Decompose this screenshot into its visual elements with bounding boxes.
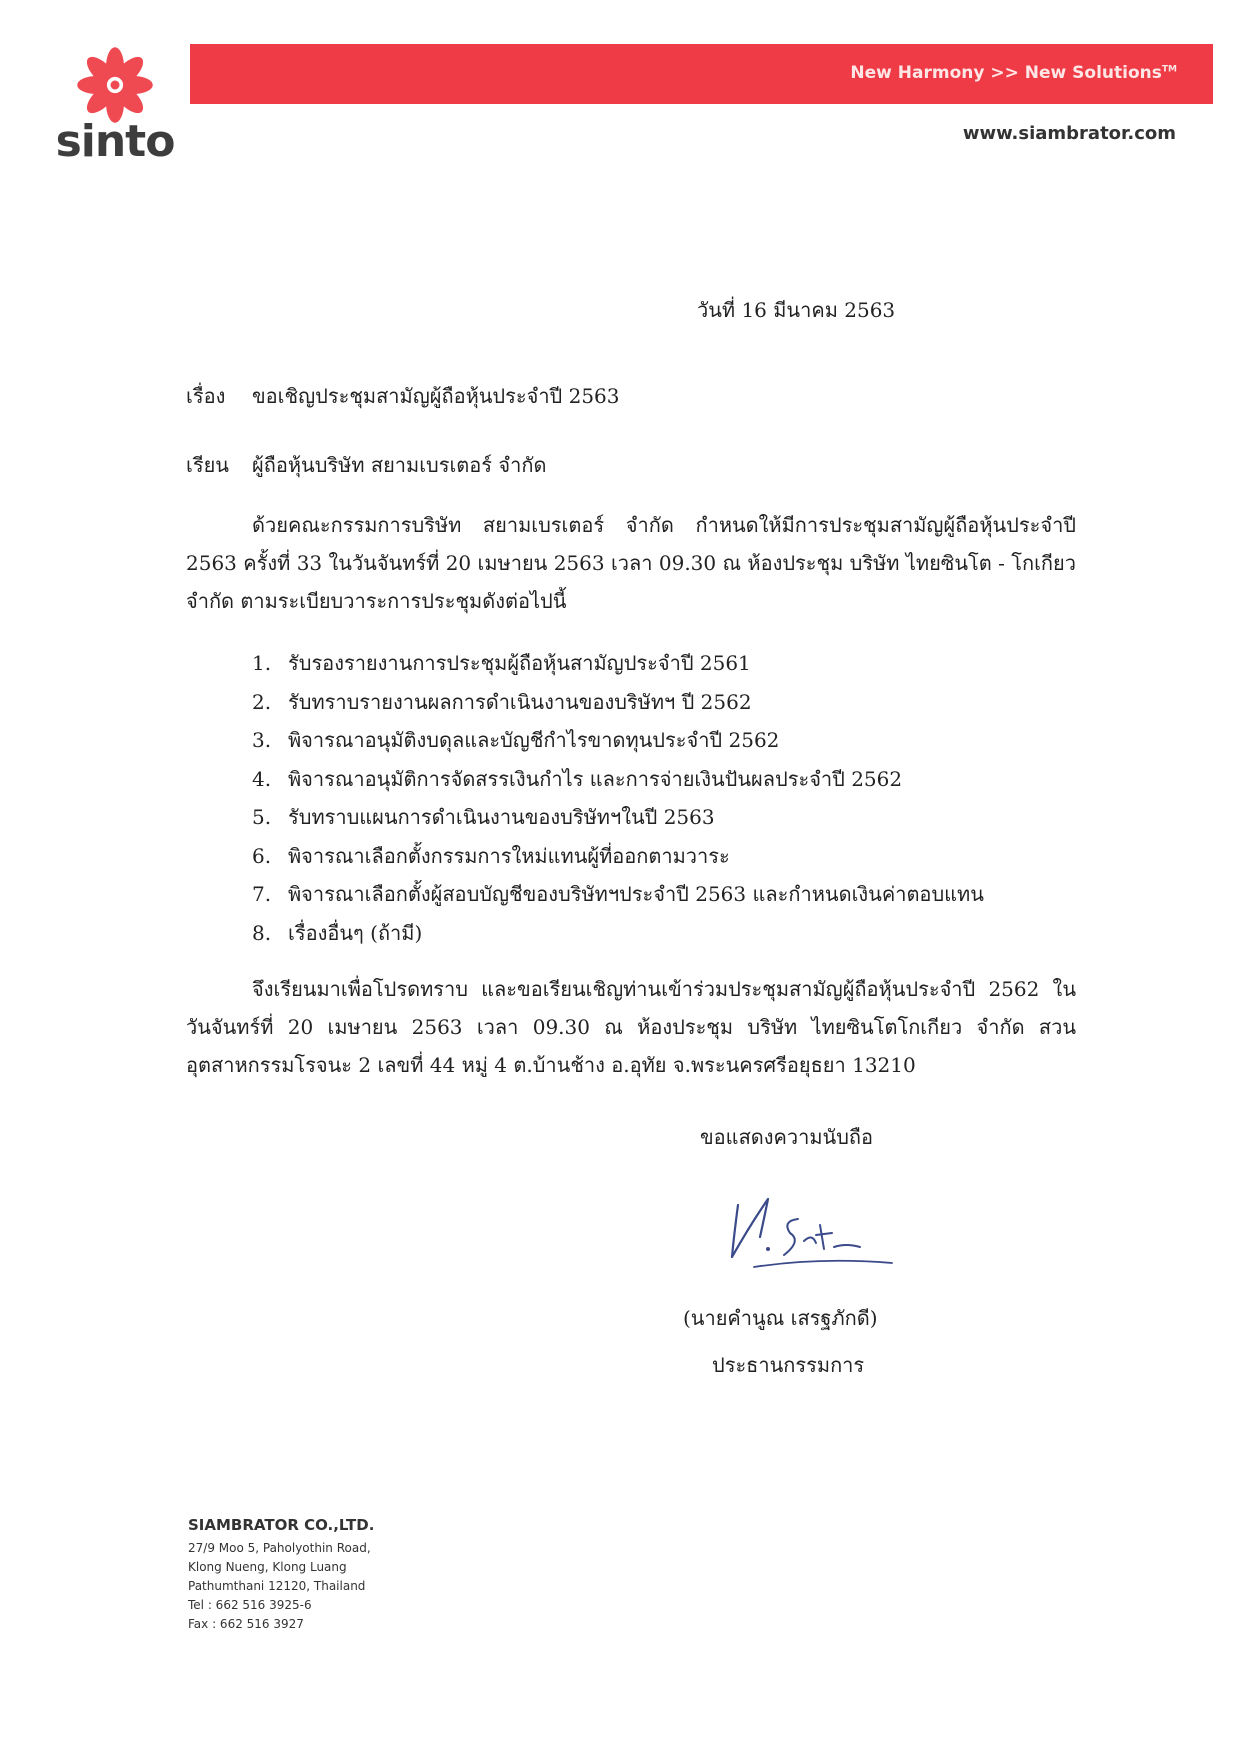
signer-name: (นายคำนูณ เสรฐภักดี) xyxy=(683,1306,878,1330)
logo-wordmark: sinto xyxy=(55,116,175,167)
company-footer xyxy=(188,1516,374,1634)
agenda-item: 4. พิจารณาอนุมัติการจัดสรรเงินกำไร และการจ่ายเงินปันผลประจำปี 2562 xyxy=(252,766,903,791)
invitation-paragraph: จึงเรียนมาเพื่อโปรดทราบ และขอเรียนเชิญท่านเข้าร่วมประชุมสามัญผู้ถือหุ้นประจำปี 2562 ในวันจันทร์ที่ 20 เมษายน 2563 เวลา 09.30 ณ ห้องประชุม บริษัท ไทยซินโตโกเกียว จำกัด สวนอุตสาหกรรมโรจนะ 2 เลขที่ 44 หมู่ 4 ต.บ้านช้าง อ.อุทัย จ.พระนครศรีอยุธยา 13210 xyxy=(186,977,1076,1077)
signer-title: ประธานกรรมการ xyxy=(712,1353,865,1377)
intro-paragraph: ด้วยคณะกรรมการบริษัท สยามเบรเตอร์ จำกัด กำหนดให้มีการประชุมสามัญผู้ถือหุ้นประจำปี 2563 ครั้งที่ 33 ในวันจันทร์ที่ 20 เมษายน 2563 เวลา 09.30 ณ ห้องประชุม บริษัท ไทยซินโต - โกเกียว จำกัด ตามระเบียบวาระการประชุมดังต่อไปนี้ xyxy=(186,513,1076,613)
agenda-item: 8. เรื่องอื่นๆ (ถ้ามี) xyxy=(252,920,423,945)
footer-phone: Tel : 662 516 3925-6 xyxy=(188,1598,312,1612)
footer-address-line: Pathumthani 12120, Thailand xyxy=(188,1579,366,1593)
header-banner xyxy=(190,44,1213,104)
recipient-label: เรียน xyxy=(186,453,229,477)
letter-date: วันที่ 16 มีนาคม 2563 xyxy=(697,298,896,322)
agenda-item: 1. รับรองรายงานการประชุมผู้ถือหุ้นสามัญประจำปี 2561 xyxy=(252,651,751,675)
agenda-item: 7. พิจารณาเลือกตั้งผู้สอบบัญชีของบริษัทฯประจำปี 2563 และกำหนดเงินค่าตอบแทน xyxy=(252,882,984,906)
trademark-mark: TM xyxy=(1161,64,1177,75)
website-url: www.siambrator.com xyxy=(962,123,1176,144)
footer-company-name: SIAMBRATOR CO.,LTD. xyxy=(188,1516,375,1534)
subject-label: เรื่อง xyxy=(186,384,226,408)
agenda-list xyxy=(252,644,984,952)
company-logo xyxy=(55,40,175,170)
tagline: New Harmony >> New Solutions™ xyxy=(850,63,1177,83)
recipient-text: ผู้ถือหุ้นบริษัท สยามเบรเตอร์ จำกัด xyxy=(252,453,547,477)
agenda-item: 3. พิจารณาอนุมัติงบดุลและบัญชีกำไรขาดทุนประจำปี 2562 xyxy=(252,728,780,752)
footer-address-line: 27/9 Moo 5, Paholyothin Road, xyxy=(188,1541,371,1555)
subject-row xyxy=(186,380,620,412)
agenda-item: 6. พิจารณาเลือกตั้งกรรมการใหม่แทนผู้ที่ออกตามวาระ xyxy=(252,843,730,868)
agenda-item: 2. รับทราบรายงานผลการดำเนินงานของบริษัทฯ ปี 2562 xyxy=(252,689,752,714)
signature-icon xyxy=(720,1185,900,1275)
recipient-row xyxy=(186,449,546,481)
subject-text: ขอเชิญประชุมสามัญผู้ถือหุ้นประจำปี 2563 xyxy=(252,384,620,408)
agenda-item: 5. รับทราบแผนการดำเนินงานของบริษัทฯในปี 2563 xyxy=(252,805,715,829)
closing-phrase: ขอแสดงความนับถือ xyxy=(700,1125,874,1149)
footer-address-line: Klong Nueng, Klong Luang xyxy=(188,1560,347,1574)
footer-fax: Fax : 662 516 3927 xyxy=(188,1617,304,1631)
